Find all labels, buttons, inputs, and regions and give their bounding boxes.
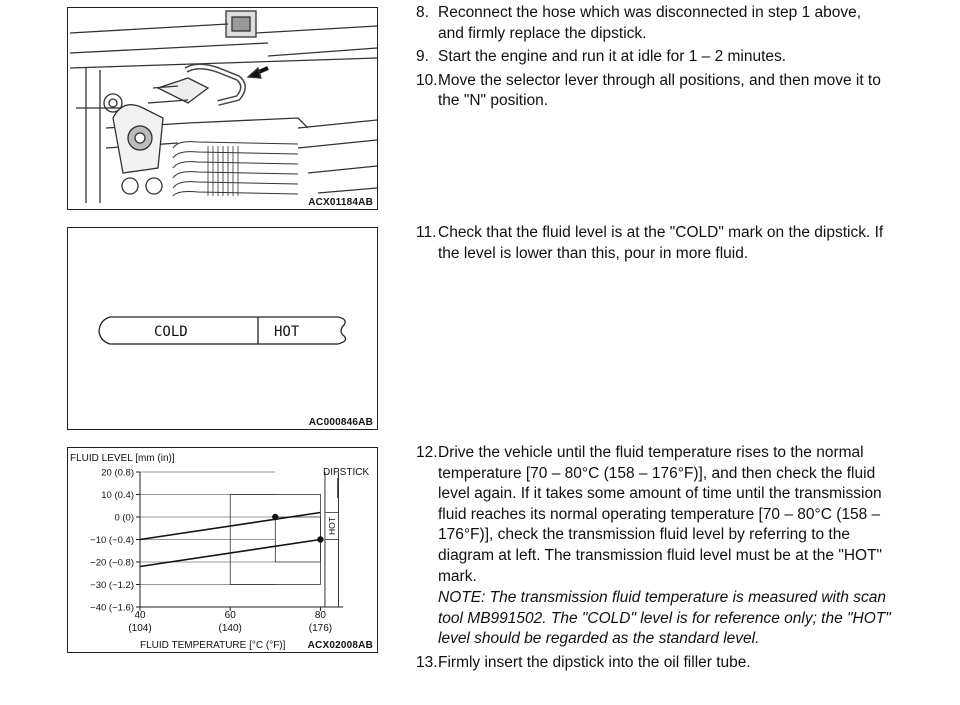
step-text: Firmly insert the dipstick into the oil filler tube. — [438, 653, 751, 671]
y-tick-label: −10 (−0.4) — [90, 535, 134, 546]
marker-point-1 — [317, 536, 323, 542]
x-tick-label-f: (176) — [308, 623, 333, 634]
x-tick-label: 80 — [314, 610, 327, 621]
figure-id-chart: ACX02008AB — [307, 640, 373, 651]
x-tick-label: 60 — [224, 610, 236, 621]
y-tick-label: 10 (0.4) — [101, 490, 134, 501]
step-text: Move the selector lever through all positions, and then move it to the "N" position. — [438, 71, 881, 110]
step-text: Drive the vehicle until the fluid temperature rises to the normal temperature [70 – 80°C (158 – 176°F)], and then check the fluid level again. If it takes some amount of time until the transmission fluid reaches its normal operating temperature [70 – 80°C (158 – 176°F)], check the transmission fluid level by referring to the diagram at left. The transmission fluid level must be at the "HOT" mark. — [438, 444, 883, 585]
note-text: NOTE: The transmission fluid temperature is measured with scan tool MB991502. The "COLD" level is for reference only; the "HOT" level should be regarded as the standard level. — [438, 589, 891, 648]
hot-band-label: HOT — [327, 517, 338, 535]
figure-id-dipstick: AC000846AB — [308, 417, 373, 428]
dipstick-hot-label: HOT — [274, 324, 300, 340]
chart-xlabel: FLUID TEMPERATURE [°C (°F)] — [140, 640, 286, 651]
step-number: 8. — [416, 4, 429, 21]
steps-group-2 — [416, 223, 886, 264]
fluid-level-chart — [68, 448, 377, 652]
y-tick-label: −40 (−1.6) — [90, 602, 134, 614]
step-13 — [416, 653, 900, 674]
marker-point-0 — [272, 514, 278, 520]
grid-box-1 — [275, 517, 320, 562]
step-number: 12. — [416, 444, 438, 461]
dipstick-figure-panel — [67, 227, 378, 430]
step-number: 13. — [416, 653, 438, 671]
chart-dipstick-label: DIPSTICK — [323, 467, 370, 478]
y-tick-label: 20 (0.8) — [101, 467, 134, 479]
step-text: Reconnect the hose which was disconnected in step 1 above, and firmly replace the dipstick. — [438, 4, 862, 42]
steps-group-1 — [416, 3, 886, 112]
dipstick-illustration — [68, 228, 377, 429]
fluid-chart-panel — [67, 447, 378, 653]
y-tick-label: −30 (−1.2) — [90, 580, 134, 591]
step-10 — [416, 71, 886, 112]
x-tick-label-f: (104) — [128, 623, 152, 634]
step-number: 10. — [416, 71, 438, 89]
x-tick-label-f: (140) — [218, 623, 242, 634]
step-8 — [416, 3, 886, 44]
step-text: Start the engine and run it at idle for 1 – 2 minutes. — [438, 48, 787, 66]
x-tick-label: 40 — [134, 610, 146, 621]
steps-group-3 — [416, 443, 900, 674]
engine-figure-panel — [67, 7, 378, 210]
step-11 — [416, 223, 886, 264]
step-number: 9. — [416, 48, 429, 66]
engine-illustration — [68, 8, 377, 209]
dipstick-cold-label: COLD — [154, 324, 188, 340]
chart-ylabel: FLUID LEVEL [mm (in)] — [70, 453, 175, 464]
y-tick-label: 0 (0) — [114, 512, 134, 524]
figure-id-engine: ACX01184AB — [308, 197, 373, 208]
step-number: 11. — [416, 224, 437, 241]
step-9 — [416, 47, 886, 68]
step-text: Check that the fluid level is at the "COLD" mark on the dipstick. If the level is lower than this, pour in more fluid. — [438, 224, 884, 262]
step-12 — [416, 443, 900, 587]
y-tick-label: −20 (−0.8) — [90, 557, 134, 569]
